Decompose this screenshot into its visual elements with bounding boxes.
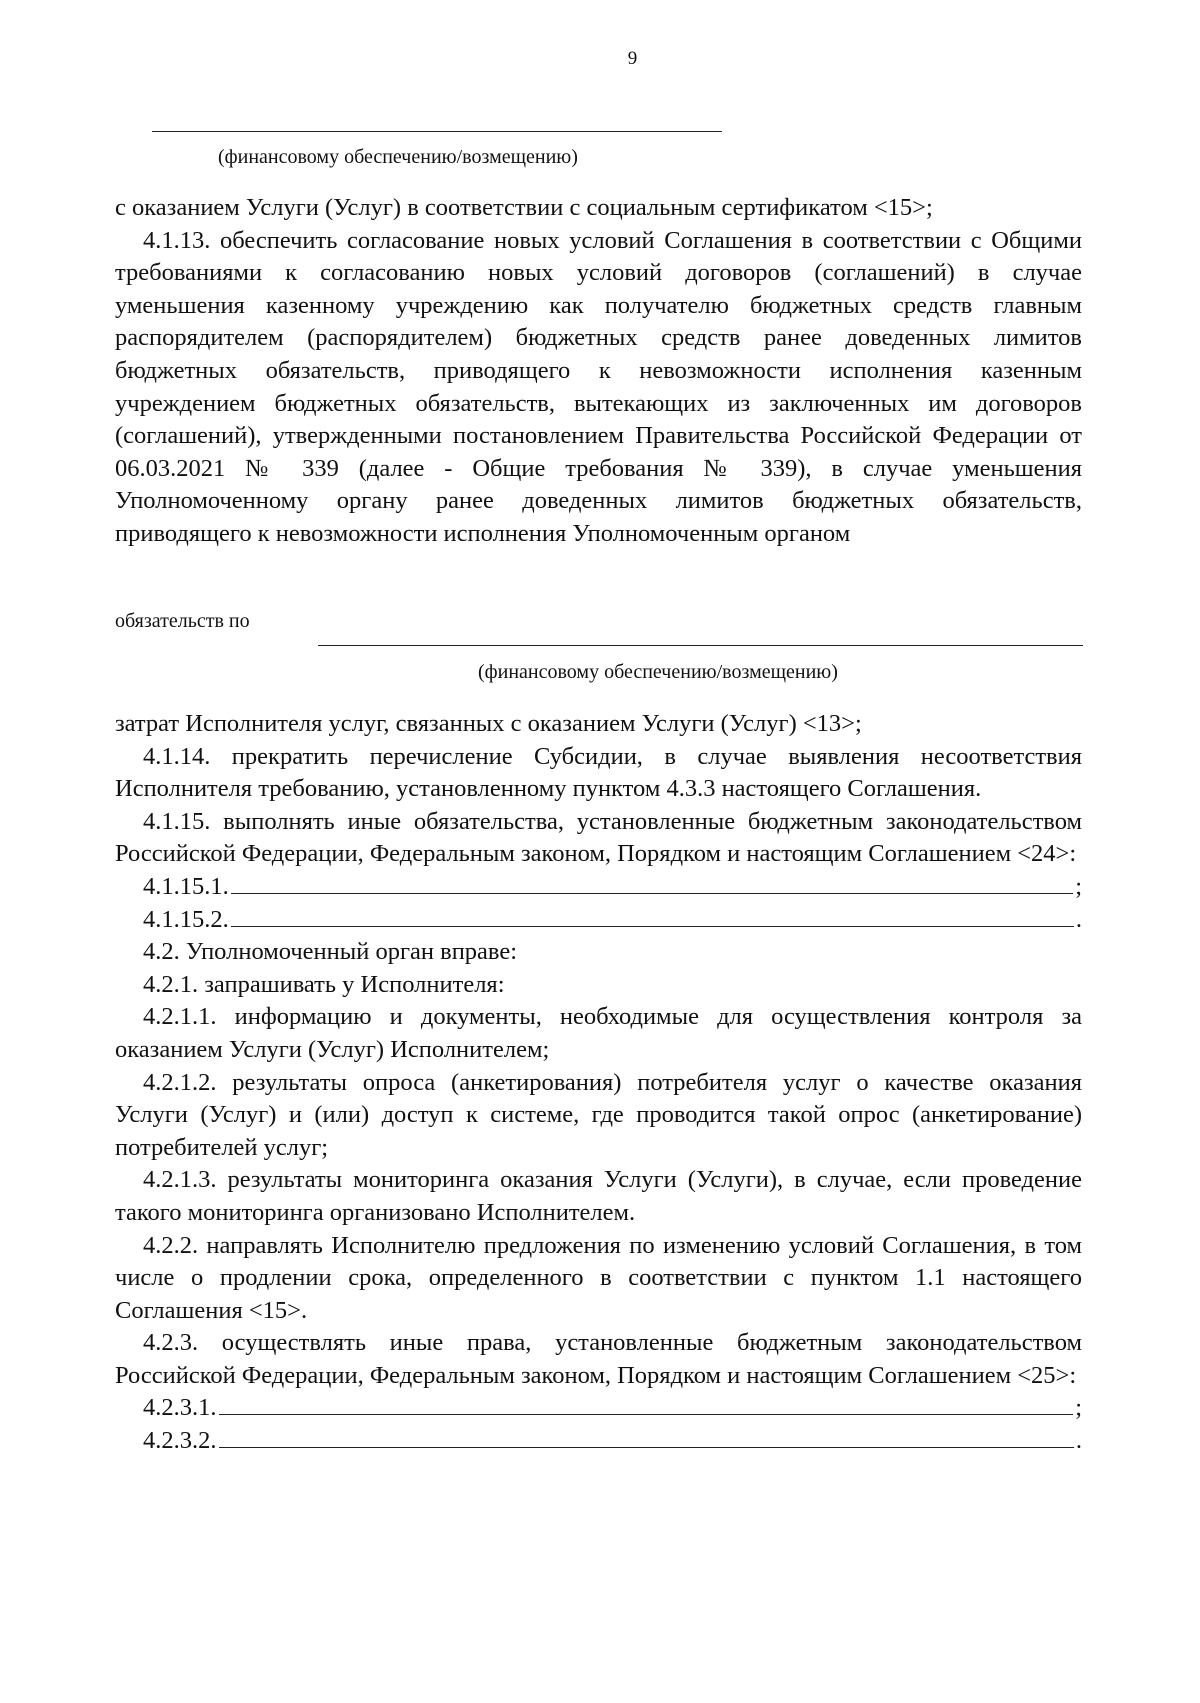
fill-line-4-1-15-1 <box>115 871 1082 904</box>
fill-label: 4.2.3.2. <box>143 1427 217 1455</box>
top-caption: (финансовому обеспечению/возмещению) <box>218 146 578 168</box>
text-block-bottom <box>115 708 1082 1458</box>
fill-label: 4.1.15.2. <box>143 905 229 933</box>
paragraph-4-1-14: 4.1.14. прекратить перечисление Субсидии, в случае выявления несоответствия Исполнителя требованию, установленному пунктом 4.3.3 настоящего Соглашения. <box>115 742 1082 803</box>
paragraph-4-2-1-2: 4.2.1.2. результаты опроса (анкетирования) потребителя услуг о качестве оказания Услуги (Услуг) и (или) доступ к системе, где проводится такой опрос (анкетирование) потребителей услуг; <box>115 1068 1082 1161</box>
mid-blank-line <box>318 645 1083 646</box>
text-block-top <box>115 192 1082 551</box>
fill-end: . <box>1075 1427 1082 1455</box>
paragraph-4-2-1-3: 4.2.1.3. результаты мониторинга оказания Услуги (Услуги), в случае, если проведение такого мониторинга организовано Исполнителем. <box>115 1166 1082 1226</box>
fill-label: 4.1.15.1. <box>143 872 229 900</box>
paragraph-4-2: 4.2. Уполномоченный орган вправе: <box>143 938 518 966</box>
fill-label: 4.2.3.1. <box>143 1394 217 1422</box>
obligations-label: обязательств по <box>115 610 250 632</box>
fill-line-4-2-3-1 <box>115 1392 1082 1425</box>
blank-line <box>219 1425 1074 1448</box>
paragraph-4-2-1: 4.2.1. запрашивать у Исполнителя: <box>143 970 505 998</box>
paragraph-expenses: затрат Исполнителя услуг, связанных с оказанием Услуги (Услуг) <13>; <box>115 710 862 737</box>
paragraph-4-1-13: 4.1.13. обеспечить согласование новых условий Соглашения в соответствии с Общими требованиями к согласованию новых условий договоров (соглашений) в случае уменьшения казенному учреждению как получателю бюджетных средств главным распорядителем (распорядителем) бюджетных средств ранее доведенных лимитов бюджетных обязательств, приводящего к невозможности исполнения казенным учреждением бюджетных обязательств, вытекающих из заключенных им договоров (соглашений), утвержденными постановлением Правительства Российской Федерации от 06.03.2021 № 339 (далее - Общие требования № 339), в случае уменьшения Уполномоченному органу ранее доведенных лимитов бюджетных обязательств, приводящего к невозможности исполнения Уполномоченным органом <box>115 226 1082 547</box>
blank-line <box>219 1392 1074 1415</box>
paragraph-4-2-2: 4.2.2. направлять Исполнителю предложения по изменению условий Соглашения, в том числе о продлении срока, определенного в соответствии с пунктом 1.1 настоящего Соглашения <15>. <box>115 1231 1082 1324</box>
page-number: 9 <box>627 48 638 69</box>
blank-line <box>231 904 1074 927</box>
fill-end: ; <box>1075 1394 1082 1422</box>
mid-caption: (финансовому обеспечению/возмещению) <box>478 661 838 683</box>
top-blank-line <box>152 131 722 132</box>
paragraph-continuation: с оказанием Услуги (Услуг) в соответствии с социальным сертификатом <15>; <box>115 194 933 221</box>
fill-end: . <box>1075 905 1082 933</box>
blank-line <box>231 871 1073 894</box>
fill-line-4-1-15-2 <box>115 904 1082 937</box>
fill-end: ; <box>1075 872 1082 900</box>
paragraph-4-2-3: 4.2.3. осуществлять иные права, установленные бюджетным законодательством Российской Федерации, Федеральным законом, Порядком и настоящим Соглашением <25>: <box>115 1329 1082 1389</box>
fill-line-4-2-3-2 <box>115 1425 1082 1458</box>
paragraph-4-1-15: 4.1.15. выполнять иные обязательства, установленные бюджетным законодательством Российской Федерации, Федеральным законом, Порядком и настоящим Соглашением <24>: <box>115 807 1082 868</box>
paragraph-4-2-1-1: 4.2.1.1. информацию и документы, необходимые для осуществления контроля за оказанием Услуги (Услуг) Исполнителем; <box>115 1003 1082 1063</box>
